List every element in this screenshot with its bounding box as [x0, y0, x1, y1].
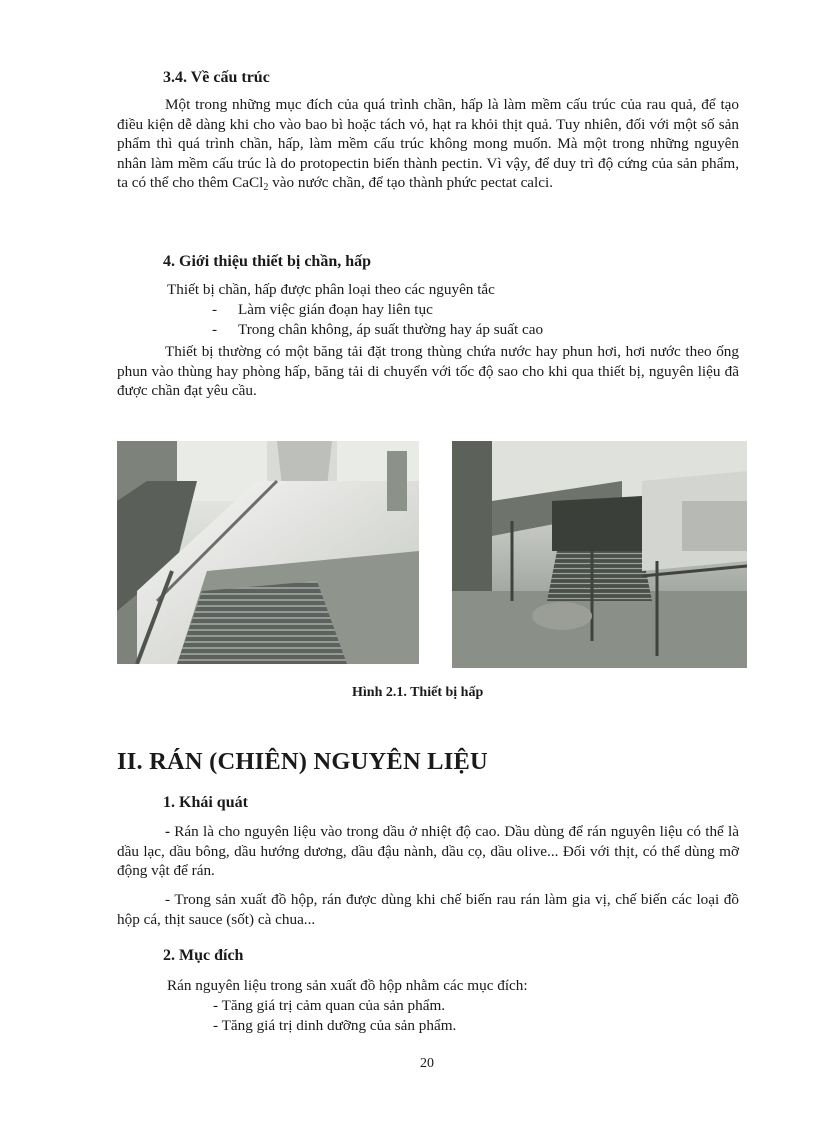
- section-4-paragraph: Thiết bị thường có một băng tải đặt trong thùng chứa nước hay phun hơi, hơi nước theo ống phun vào thùng hay phòng hấp, băng tải di chuyển với tốc độ sao cho khi qua thiết bị, nguyên liệu đã được chần đạt yêu cầu.: [117, 343, 739, 399]
- list-item: - Tăng giá trị cảm quan của sản phẩm.: [213, 997, 446, 1014]
- paragraph-text: vào nước chần, để tạo thành phức pectat calci.: [268, 174, 554, 191]
- subsection-1-heading: 1. Khái quát: [163, 794, 248, 811]
- section-4-intro: Thiết bị chần, hấp được phân loại theo các nguyên tắc: [167, 281, 495, 298]
- bullet-marker: -: [212, 321, 218, 338]
- bullet-item-2: [212, 320, 543, 340]
- bold-dash: -: [165, 823, 175, 840]
- subsection-2-intro: Rán nguyên liệu trong sản xuất đồ hộp nhằm các mục đích:: [167, 977, 528, 994]
- figure-caption: Hình 2.1. Thiết bị hấp: [352, 685, 484, 700]
- bullet-item-1: [212, 300, 433, 320]
- list-item: - Tăng giá trị dinh dưỡng của sản phẩm.: [213, 1017, 457, 1034]
- bullet-marker: -: [212, 301, 218, 318]
- subsection-2-heading: 2. Mục đích: [163, 947, 244, 964]
- section-3-4-heading: 3.4. Về cấu trúc: [163, 69, 270, 86]
- section-3-4-paragraph: [117, 95, 739, 198]
- paragraph-text: Rán là cho nguyên liệu vào trong dầu ở nhiệt độ cao. Dầu dùng để rán nguyên liệu có thể là dầu lạc, dầu bông, dầu hướng dương, dầu đậu nành, dầu cọ, dầu olive... Đối với thịt, có thể dùng mỡ động vật để rán.: [117, 823, 739, 879]
- bullet-text: Trong chân không, áp suất thường hay áp suất cao: [238, 321, 544, 338]
- chapter-heading: II. RÁN (CHIÊN) NGUYÊN LIỆU: [117, 748, 488, 775]
- bullet-text: Làm việc gián đoạn hay liên tục: [238, 301, 433, 318]
- steamer-photo-right: [452, 441, 747, 668]
- page-number: 20: [420, 1056, 434, 1071]
- subscript: 2: [263, 182, 269, 193]
- section-4-heading: 4. Giới thiệu thiết bị chần, hấp: [163, 253, 372, 270]
- subsection-1-paragraph-1: [117, 822, 739, 881]
- steamer-photo-left: [117, 441, 419, 664]
- subsection-1-paragraph-2: - Trong sản xuất đồ hộp, rán được dùng khi chế biến rau rán làm gia vị, chế biến các loại đồ hộp cá, thịt sauce (sốt) cà chua...: [117, 891, 739, 928]
- paragraph-text: Một trong những mục đích của quá trình chần, hấp là làm mềm cấu trúc của rau quả, để tạo điều kiện dễ dàng khi cho vào bao bì hoặc tách vỏ, hạt ra khỏi thịt quả. Tuy nhiên, đối với một số sản phẩm thì quá trình chần, hấp, làm mềm cấu trúc không mong muốn. Mà một trong những nguyên nhân làm mềm cấu trúc là do protopectin biến thành pectin. Vì vậy, để duy trì độ cứng của sản phẩm, ta có thể cho thêm CaCl: [117, 96, 739, 191]
